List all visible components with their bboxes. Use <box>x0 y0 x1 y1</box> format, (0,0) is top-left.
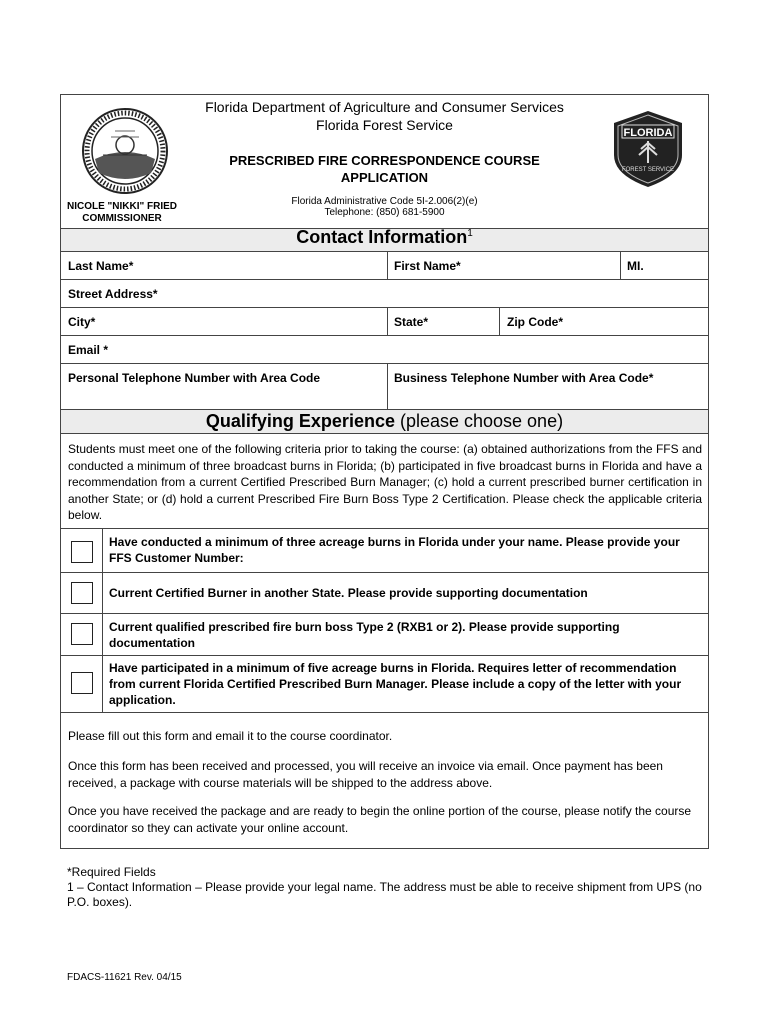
telephone: Telephone: (850) 681-5900 <box>324 207 445 218</box>
form-title-line2: APPLICATION <box>340 170 429 185</box>
application-form <box>60 94 709 849</box>
option-checkbox-2[interactable] <box>71 582 93 604</box>
contact-heading <box>61 227 708 248</box>
contact-heading-footnote: 1 <box>467 228 473 239</box>
admin-code: Florida Administrative Code 5I-2.006(2)(e) <box>291 196 478 207</box>
personal-phone-field[interactable]: Personal Telephone Number with Area Code <box>68 371 321 385</box>
agency-name: Florida Department of Agriculture and Consumer Services <box>205 99 564 115</box>
option-text-2: Current Certified Burner in another State. Please provide supporting documentation <box>109 586 588 600</box>
forest-service-badge-logo <box>608 109 688 189</box>
contact-info-footnote: 1 – Contact Information – Please provide your legal name. The address must be able to receive shipment from UPS (no P.O. boxes). <box>67 880 702 909</box>
option-text-3: Current qualified prescribed fire burn boss Type 2 (RXB1 or 2). Please provide supporting documentation <box>109 620 620 650</box>
instructions-paragraph-3: Once you have received the package and are ready to begin the online portion of the course, please notify the course coordinator so they can activate your online account. <box>68 804 692 835</box>
instructions-paragraph-2: Once this form has been received and processed, you will receive an invoice via email. Once payment has been received, a package with course materials will be shipped to the address above. <box>68 759 663 790</box>
svg-text:FOREST SERVICE: FOREST SERVICE <box>621 167 675 173</box>
form-title-line1: PRESCRIBED FIRE CORRESPONDENCE COURSE <box>229 153 540 168</box>
state-field[interactable]: State* <box>394 315 429 329</box>
svg-text:FLORIDA: FLORIDA <box>623 127 673 139</box>
middle-initial-field[interactable]: MI. <box>627 259 644 273</box>
option-checkbox-1[interactable] <box>71 541 93 563</box>
qualifying-heading-bold: Qualifying Experience <box>205 411 395 431</box>
zip-code-field[interactable]: Zip Code* <box>507 315 563 329</box>
commissioner-name: NICOLE "NIKKI" FRIED <box>66 201 178 212</box>
first-name-field[interactable]: First Name* <box>394 259 461 273</box>
option-checkbox-3[interactable] <box>71 623 93 645</box>
last-name-field[interactable]: Last Name* <box>68 259 134 273</box>
street-address-field[interactable]: Street Address* <box>68 287 158 301</box>
contact-heading-text: Contact Information <box>296 227 468 247</box>
email-field[interactable]: Email * <box>68 343 109 357</box>
instructions-paragraph-1: Please fill out this form and email it to the course coordinator. <box>68 729 393 743</box>
city-field[interactable]: City* <box>68 315 96 329</box>
qualifying-intro: Students must meet one of the following criteria prior to taking the course: (a) obtained authorizations from the FFS and conducted a minimum of three broadcast burns in Florida; (b) participated in five broadcast burns in Florida and have a recommendation from a current Certified Prescribed Burn Manager; (c) hold a current prescribed burner certification in another State; or (d) hold a current Prescribed Fire Burn Boss Type 2 Certification. Please check the applicable criteria below. <box>68 442 702 522</box>
form-number: FDACS-11621 Rev. 04/15 <box>67 972 182 983</box>
qualifying-heading-rest: (please choose one) <box>394 411 564 431</box>
business-phone-field[interactable]: Business Telephone Number with Area Code* <box>394 371 654 385</box>
commissioner-title: COMMISSIONER <box>82 213 162 224</box>
option-text-4: Have participated in a minimum of five acreage burns in Florida. Requires letter of recommendation from current Florida Certified Prescribed Burn Manager. Please include a copy of the letter with your application. <box>109 661 682 707</box>
qualifying-heading <box>61 411 708 432</box>
option-text-1: Have conducted a minimum of three acreage burns in Florida under your name. Please provide your FFS Customer Number: <box>109 535 680 565</box>
option-checkbox-4[interactable] <box>71 672 93 694</box>
required-fields-note: *Required Fields <box>67 865 156 879</box>
division-name: Florida Forest Service <box>316 117 453 133</box>
